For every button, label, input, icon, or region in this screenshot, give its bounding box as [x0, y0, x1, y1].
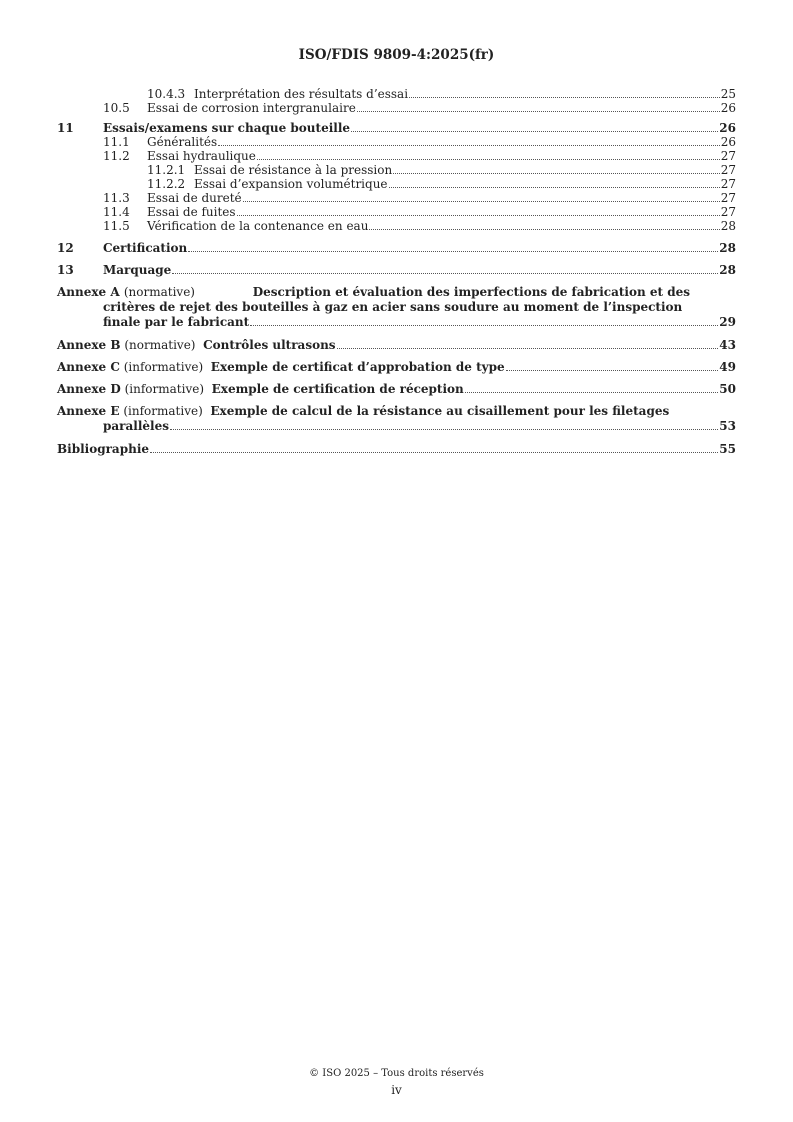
dot-leader — [506, 370, 719, 371]
annex-label: Annexe C — [57, 360, 120, 374]
toc-entry-page: 25 — [720, 87, 736, 101]
toc-entry-page: 27 — [720, 149, 736, 163]
toc-entry-annex-a[interactable] — [57, 285, 736, 330]
annex-label: Annexe A — [57, 285, 120, 299]
dot-leader — [250, 325, 718, 326]
dot-leader — [218, 145, 720, 146]
annex-kind: (normative) — [124, 338, 196, 352]
toc-entry-13[interactable] — [57, 263, 736, 277]
dot-leader — [409, 97, 720, 98]
table-of-contents — [57, 87, 736, 456]
annex-kind: (normative) — [123, 285, 195, 299]
dot-leader — [170, 429, 718, 430]
toc-entry-11-2-2[interactable] — [57, 177, 736, 191]
dot-leader — [351, 131, 718, 132]
toc-entry-page: 27 — [720, 163, 736, 177]
toc-entry-annex-d[interactable] — [57, 382, 736, 396]
dot-leader — [172, 273, 718, 274]
annex-kind: (informative) — [123, 404, 203, 418]
toc-entry-annex-b[interactable] — [57, 338, 736, 352]
toc-entry-title: Essai hydraulique — [147, 149, 256, 163]
toc-entry-title: Certification — [103, 241, 188, 255]
annex-label: Annexe D — [57, 382, 121, 396]
annex-title-line-1: Description et évaluation des imperfections de fabrication et des — [252, 285, 690, 299]
annex-kind: (informative) — [123, 360, 204, 374]
toc-entry-title: Essai de résistance à la pression — [194, 163, 393, 177]
toc-entry-page: 27 — [720, 177, 736, 191]
toc-entry-page: 26 — [720, 101, 736, 115]
toc-entry-11-2[interactable] — [57, 149, 736, 163]
toc-entry-11-5[interactable] — [57, 219, 736, 233]
document-header: ISO/FDIS 9809-4:2025(fr) — [298, 47, 495, 63]
toc-entry-number: 11.2.2 — [147, 177, 186, 191]
toc-entry-title: Essais/examens sur chaque bouteille — [103, 121, 351, 135]
dot-leader — [243, 201, 720, 202]
dot-leader — [357, 111, 720, 112]
dot-leader — [393, 173, 720, 174]
annex-title-line-2: critères de rejet des bouteilles à gaz en acier sans soudure au moment de l’inspection — [103, 300, 683, 314]
toc-entry-number: 11.2 — [103, 149, 130, 163]
dot-leader — [188, 251, 718, 252]
toc-entry-page: 53 — [719, 419, 736, 433]
dot-leader — [257, 159, 720, 160]
toc-entry-page: 28 — [719, 263, 736, 277]
toc-entry-page: 28 — [719, 241, 736, 255]
toc-entry-number: 11.3 — [103, 191, 130, 205]
toc-entry-11-3[interactable] — [57, 191, 736, 205]
toc-entry-number: 10.4.3 — [147, 87, 186, 101]
toc-entry-title: Interprétation des résultats d’essai — [194, 87, 409, 101]
toc-entry-title: Essai de fuites — [147, 205, 236, 219]
annex-title: Exemple de certificat d’approbation de type — [210, 360, 505, 374]
toc-entry-page: 43 — [719, 338, 736, 352]
copyright-notice: © ISO 2025 – Tous droits réservés — [309, 1068, 484, 1079]
page-number: iv — [391, 1083, 402, 1097]
toc-entry-page: 29 — [719, 315, 736, 329]
toc-entry-12[interactable] — [57, 241, 736, 255]
dot-leader — [465, 392, 719, 393]
toc-entry-10-4-3[interactable] — [57, 87, 736, 101]
dot-leader — [237, 215, 720, 216]
toc-entry-number: 13 — [57, 263, 74, 277]
toc-entry-title: Essai d’expansion volumétrique — [194, 177, 388, 191]
toc-entry-11[interactable] — [57, 121, 736, 135]
toc-entry-title: Généralités — [147, 135, 218, 149]
annex-kind: (informative) — [124, 382, 205, 396]
annex-label: Annexe E — [57, 404, 120, 418]
toc-entry-annex-c[interactable] — [57, 360, 736, 374]
bibliography-title: Bibliographie — [57, 442, 150, 456]
annex-title-line-3: finale par le fabricant — [103, 315, 250, 329]
toc-entry-title: Essai de corrosion intergranulaire — [147, 101, 356, 115]
toc-entry-11-4[interactable] — [57, 205, 736, 219]
toc-entry-bibliography[interactable] — [57, 442, 736, 456]
annex-title: Exemple de certification de réception — [211, 382, 464, 396]
toc-entry-page: 49 — [719, 360, 736, 374]
dot-leader — [389, 187, 720, 188]
toc-entry-page: 55 — [719, 442, 736, 456]
toc-entry-page: 26 — [720, 135, 736, 149]
toc-entry-number: 11.2.1 — [147, 163, 186, 177]
toc-entry-number: 11.5 — [103, 219, 130, 233]
toc-entry-page: 26 — [719, 121, 736, 135]
dot-leader — [369, 229, 719, 230]
toc-entry-title: Essai de dureté — [147, 191, 242, 205]
annex-title-line-1: Exemple de calcul de la résistance au cisaillement pour les filetages — [210, 404, 670, 418]
toc-entry-title: Marquage — [103, 263, 172, 277]
toc-entry-number: 10.5 — [103, 101, 130, 115]
toc-entry-annex-e[interactable] — [57, 404, 736, 434]
toc-entry-11-1[interactable] — [57, 135, 736, 149]
toc-entry-11-2-1[interactable] — [57, 163, 736, 177]
toc-entry-page: 27 — [720, 205, 736, 219]
annex-label: Annexe B — [57, 338, 121, 352]
dot-leader — [150, 452, 718, 453]
toc-entry-title: Vérification de la contenance en eau — [147, 219, 369, 233]
toc-entry-number: 11.1 — [103, 135, 130, 149]
annex-title: Contrôles ultrasons — [203, 338, 336, 352]
toc-entry-number: 11 — [57, 121, 74, 135]
page-footer — [0, 1066, 793, 1098]
dot-leader — [337, 348, 719, 349]
toc-entry-number: 12 — [57, 241, 74, 255]
toc-entry-page: 28 — [720, 219, 736, 233]
toc-entry-10-5[interactable] — [57, 101, 736, 115]
toc-entry-page: 27 — [720, 191, 736, 205]
toc-entry-page: 50 — [719, 382, 736, 396]
toc-entry-number: 11.4 — [103, 205, 130, 219]
annex-title-line-2: parallèles — [103, 419, 169, 433]
